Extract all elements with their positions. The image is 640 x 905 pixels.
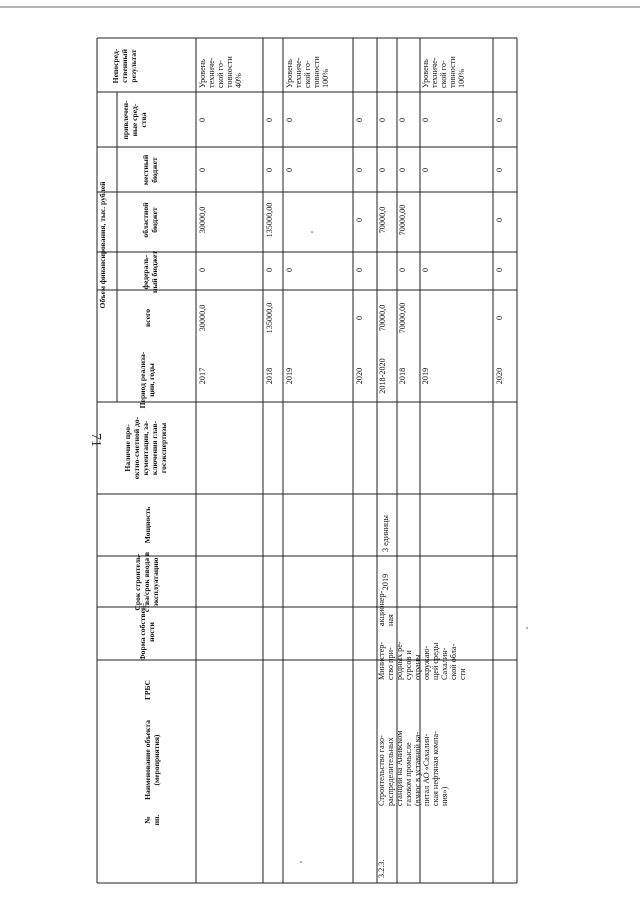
cell-num: 3.2.3.: [377, 859, 386, 878]
cell-federal: 0: [355, 267, 364, 273]
cell-result: Уровеньтехниче-ской го-товности100%: [285, 56, 330, 88]
cell-federal: 0: [495, 267, 504, 273]
cell-period: 2019: [421, 367, 430, 385]
cell-period: 2018: [265, 367, 274, 385]
cell-regional: 0: [495, 217, 504, 223]
cell-total: 0: [495, 315, 504, 321]
scan-speck: [526, 627, 528, 629]
cell-federal: 0: [265, 267, 274, 273]
cell-name: Строительство газо-распределительныхстанций на Анивскомгазовом промысле(взнос в уставной ка-питал АО «Сахалин-ская нефтяная компа-ния»): [377, 730, 449, 806]
header-period: Период реализа-ции, годы: [138, 351, 156, 409]
header-ownership: Форма собствен-ности: [138, 603, 156, 661]
cell-federal: 0: [398, 267, 407, 273]
cell-regional: 30000,0: [198, 206, 207, 234]
cell-local: 0: [285, 167, 294, 173]
cell-regional: 135000,00: [265, 202, 274, 238]
cell-ownership: акционер-ная: [377, 590, 395, 626]
cell-local: 0: [398, 167, 407, 173]
cell-regional: 0: [355, 217, 364, 223]
cell-attracted: 0: [285, 117, 294, 123]
cell-local: 0: [198, 167, 207, 173]
cell-period: 2018-2020: [378, 358, 387, 394]
cell-total: 135000,0: [265, 302, 274, 334]
cell-attracted: 0: [265, 117, 274, 123]
header-construction: Срок строитель-ства/срок ввода вэксплуатацию: [133, 551, 160, 613]
cell-federal: 0: [421, 267, 430, 273]
header-local: местныйбюджет: [141, 154, 159, 186]
header-gbs: ГРБС: [143, 680, 152, 700]
header-federal: федераль-ный бюджет: [141, 250, 159, 294]
cell-attracted: 0: [398, 117, 407, 123]
cell-attracted: 0: [198, 117, 207, 123]
header-total: всего: [143, 308, 152, 328]
cell-period: 2018: [398, 367, 407, 385]
cell-total: 70000,00: [398, 302, 407, 334]
cell-construction: 2019: [381, 573, 390, 591]
cell-local: 0: [421, 167, 430, 173]
cell-local: 0: [355, 167, 364, 173]
header-capacity: Мощность: [143, 506, 152, 544]
cell-attracted: 0: [378, 117, 387, 123]
cell-total: 30000,0: [198, 304, 207, 332]
cell-period: 2019: [285, 367, 294, 385]
header-num: №пп.: [143, 814, 161, 826]
table-text: [98, 48, 504, 878]
scan-speck: [300, 861, 302, 863]
cell-period: 2020: [355, 367, 364, 385]
header-name: Наименование объекта(мероприятия): [143, 720, 161, 800]
cell-federal: 0: [198, 267, 207, 273]
cell-attracted: 0: [421, 117, 430, 123]
cell-regional: 70000,00: [398, 204, 407, 236]
page-number: 71: [88, 433, 103, 447]
header-result: Непосред-ственныйрезультат: [111, 48, 138, 84]
cell-regional: 70000,0: [378, 206, 387, 234]
cell-result: Уровеньтехниче-ской го-товности100%: [421, 56, 466, 88]
cell-period: 2020: [495, 367, 504, 385]
cell-attracted: 0: [355, 117, 364, 123]
cell-period: 2017: [198, 367, 207, 385]
scan-speck: [311, 231, 313, 233]
cell-local: 0: [265, 167, 274, 173]
cell-gbs: Министер-ство при-родных ре-сурсов иохраныокружаю-щей средыСахалин-ской обла-сти: [377, 641, 467, 680]
cell-capacity: 3 единицы: [381, 515, 390, 552]
header-attracted: привлечен-ные сред-ства: [121, 100, 148, 140]
cell-total: 70000,0: [378, 304, 387, 332]
header-design-docs: Наличие про-ектно-сметной до-кументации, за-ключения глав-госэкспертизы: [123, 416, 168, 480]
header-regional: областнойбюджет: [141, 202, 159, 238]
header-funding-group: Объем финансирования, тыс. рублей: [98, 181, 107, 309]
cell-local: 0: [495, 167, 504, 173]
cell-attracted: 0: [495, 117, 504, 123]
cell-federal: 0: [285, 267, 294, 273]
cell-result: Уровеньтехниче-ской го-товности40%: [198, 56, 243, 88]
cell-local: 0: [378, 167, 387, 173]
cell-total: 0: [355, 315, 364, 321]
